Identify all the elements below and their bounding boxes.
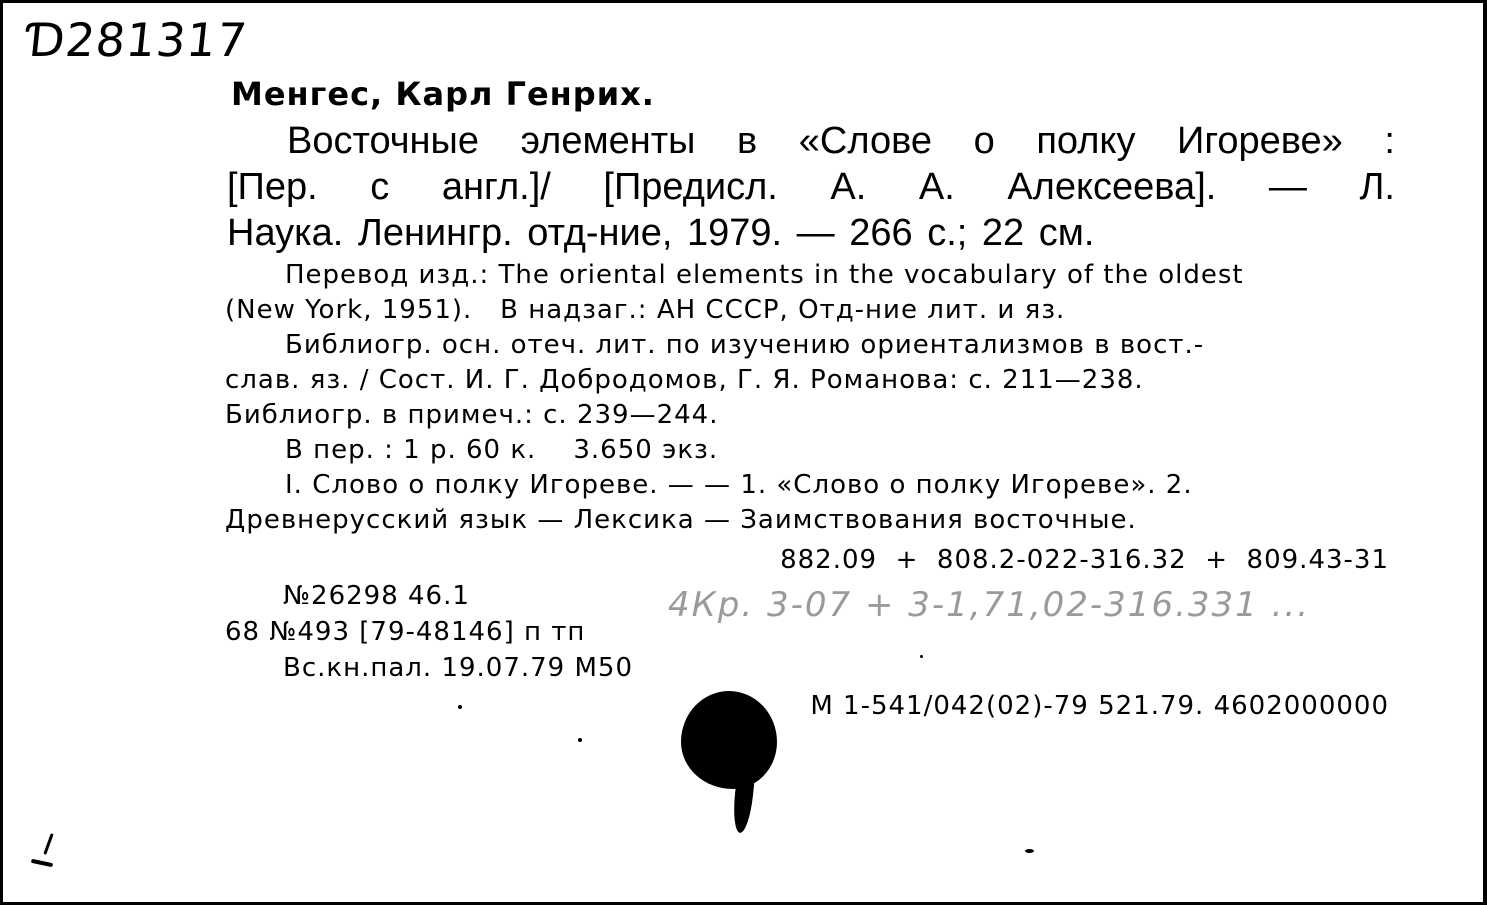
title-word: [Пер. [227,166,318,208]
title-word: элементы [520,120,696,162]
ink-speck [578,738,582,742]
title-word: с.; [927,212,968,254]
handwritten-accession-number: Ɗ281317 [24,13,251,67]
translation-note-line-1: Перевод изд.: The oriental elements in the vocabulary of the oldest [285,260,1244,290]
order-line: 68 №493 [79-48146] п тп [225,617,586,647]
title-word: Ленингр. [357,212,513,254]
title-word: см. [1038,212,1095,254]
title-word: [Предисл. [603,166,778,208]
title-word: 266 [849,212,913,254]
title-word: 1979. [687,212,783,254]
title-word: отд-ние, [527,212,673,254]
title-word: о [973,120,995,162]
title-word: 22 [981,212,1025,254]
title-line-1 [227,118,1395,164]
title-word: — [1268,166,1307,208]
title-word: — [796,212,835,254]
title-word: Игореве» [1177,120,1343,162]
title-word: в [737,120,758,162]
price-line: В пер. : 1 р. 60 к. 3.650 экз. [285,435,719,465]
bibliography-note-line-3: Библиогр. в примеч.: с. 239—244. [225,400,719,430]
title-word: А. [918,166,955,208]
faded-stamp: 4Кр. 3-07 + 3-1,71,02-316.331 ... [668,585,1311,625]
author-heading: Менгес, Карл Генрих. [231,75,655,113]
book-chamber-line: Вс.кн.пал. 19.07.79 М50 [283,653,634,683]
title-word: А. [830,166,867,208]
udk-classification: 882.09 + 808.2-022-316.32 + 809.43-31 [780,545,1389,575]
title-word: Восточные [287,120,479,162]
title-word: Л. [1359,166,1395,208]
notes-block [225,258,1395,538]
card-number-line: №26298 46.1 [283,581,470,611]
ink-blot [681,691,777,789]
price-code-line: М 1-541/042(02)-79 521.79. 4602000000 [810,691,1389,721]
title-word: полку [1036,120,1136,162]
title-word: англ.]/ [441,166,551,208]
ink-speck [458,705,462,709]
ink-speck [1025,849,1034,853]
bibliography-note-line-2: слав. яз. / Сост. И. Г. Добродомов, Г. Я. Романова: с. 211—238. [225,365,1144,395]
subject-line-1: I. Слово о полку Игореве. — — 1. «Слово о полку Игореве». 2. [285,470,1193,500]
title-block [227,118,1395,256]
title-word: Наука. [227,212,344,254]
title-word: «Слове [798,120,933,162]
title-word: с [370,166,390,208]
bibliography-note-line-1: Библиогр. осн. отеч. лит. по изучению ориентализмов в вост.- [285,330,1205,360]
title-line-2 [227,164,1395,210]
ink-speck [920,655,923,658]
ink-speck [43,833,53,855]
title-line-3 [227,210,1395,256]
ink-speck [31,859,53,867]
title-word: : [1384,120,1395,162]
translation-note-line-2: (New York, 1951). В надзаг.: АН СССР, Отд-ние лит. и яз. [225,295,1066,325]
title-word: Алексеева]. [1007,166,1217,208]
subject-line-2: Древнерусский язык — Лексика — Заимствования восточные. [225,505,1137,535]
